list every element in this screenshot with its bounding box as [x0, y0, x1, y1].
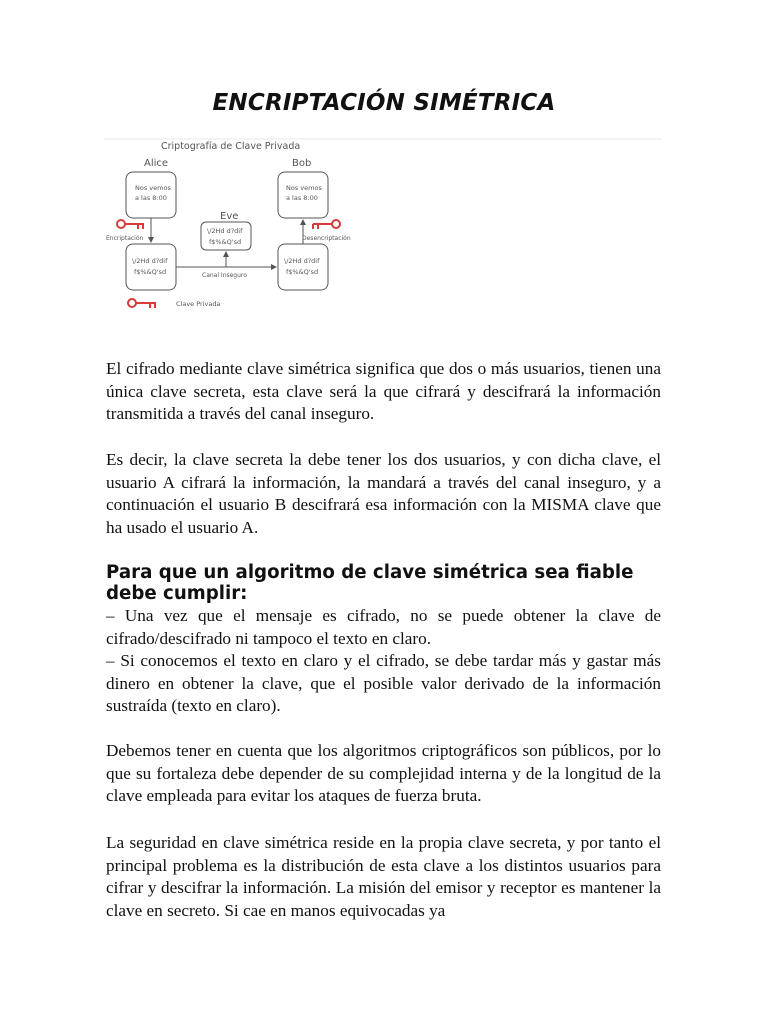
bob-label: Bob — [292, 158, 312, 169]
key-icon — [117, 220, 144, 229]
eve-label: Eve — [220, 211, 239, 222]
bob-plaintext-line1: Nos vemos — [286, 184, 322, 192]
bob-ciphertext-box — [278, 244, 328, 290]
diagram-title: Criptografía de Clave Privada — [161, 141, 301, 152]
bob-ciphertext-line1: \/2Hd d?dif — [284, 257, 320, 265]
key-icon — [128, 299, 156, 308]
alice-plaintext-line2: a las 8:00 — [135, 194, 167, 202]
paragraph: Es decir, la clave secreta la debe tener los dos usuarios, y con dicha clave, el usuario A cifrará la información, la mandará a través del canal inseguro, y a continuación el usuario B descifrará esa información con la MISMA clave que ha usado el usuario A. — [106, 450, 661, 537]
eve-line1: \/2Hd d?dif — [207, 227, 243, 235]
alice-plaintext-line1: Nos vemos — [135, 184, 171, 192]
bob-ciphertext-line2: f$%&Q'sd — [286, 268, 319, 276]
list-item: – Si conocemos el texto en claro y el cifrado, se debe tardar más y gastar más dinero en obtener la clave, que el posible valor derivado de la información sustraída (texto en claro). — [106, 651, 661, 716]
encrypt-label: Encriptación — [106, 235, 144, 242]
eve-line2: f$%&Q'sd — [209, 238, 242, 246]
requirements-list — [106, 605, 661, 718]
key-legend-label: Clave Privada — [176, 300, 221, 308]
decrypt-label: Desencriptación — [302, 235, 351, 242]
key-icon — [313, 220, 340, 229]
paragraph: El cifrado mediante clave simétrica significa que dos o más usuarios, tienen una única clave secreta, esta clave será la que cifrará y descifrará la información transmitida a través del canal inseguro. — [106, 359, 661, 424]
alice-ciphertext-box — [126, 244, 176, 290]
alice-label: Alice — [144, 158, 169, 169]
bob-plaintext-line2: a las 8:00 — [286, 194, 318, 202]
list-item: – Una vez que el mensaje es cifrado, no se puede obtener la clave de cifrado/descifrado ni tampoco el texto en claro. — [106, 606, 661, 648]
alice-ciphertext-line1: \/2Hd d?dif — [132, 257, 168, 265]
symmetric-key-diagram — [104, 132, 664, 322]
paragraph: Debemos tener en cuenta que los algoritmos criptográficos son públicos, por lo que su fortaleza debe depender de su complejidad interna y de la longitud de la clave empleada para evitar los ataques de fuerza bruta. — [106, 741, 661, 806]
channel-label: Canal Inseguro — [202, 272, 247, 279]
document-title: ENCRIPTACIÓN SIMÉTRICA — [212, 90, 556, 116]
alice-ciphertext-line2: f$%&Q'sd — [134, 268, 167, 276]
section-heading: Para que un algoritmo de clave simétrica sea fiable debe cumplir: — [106, 562, 634, 604]
paragraph: La seguridad en clave simétrica reside en la propia clave secreta, y por tanto el principal problema es la distribución de esta clave a los distintos usuarios para cifrar y descifrar la información. La misión del emisor y receptor es mantener la clave en secreto. Si cae en manos equivocadas ya — [106, 833, 661, 920]
